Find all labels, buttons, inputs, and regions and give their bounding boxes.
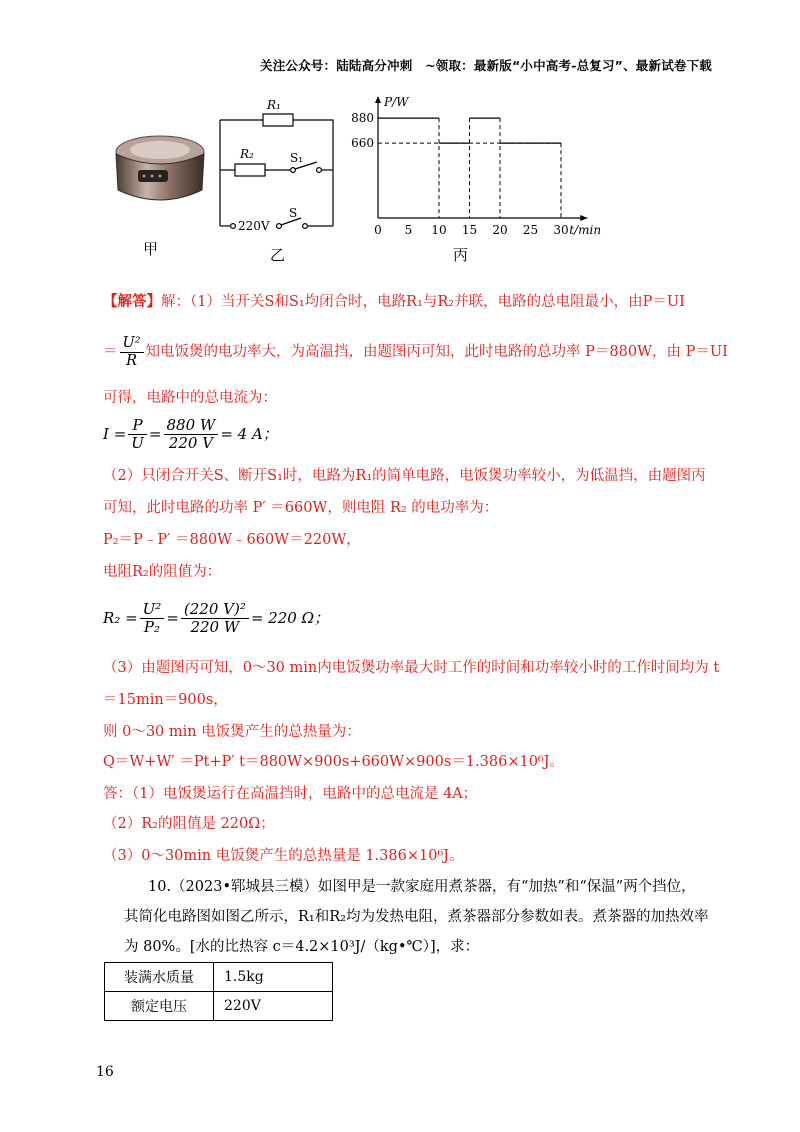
formula-result: = 4 A； [220,425,278,443]
solution-text-2: 知电饭煲的电功率大，为高温挡，由题图丙可知，此时电路的总功率 P＝880W，由 P＝UI [145,344,728,360]
solution-line-12: 则 0～30 min 电饭煲产生的总热量为： [103,724,361,740]
solution-line-2 [103,332,728,372]
x-tick-label: 5 [404,223,413,237]
equals-sign: = [148,425,162,443]
y-axis-arrow [375,96,381,103]
equals-sign: = [166,609,179,627]
fraction-denominator: R [126,352,137,369]
solution-line-10: （3）由题图丙可知，0～30 min内电饭煲功率最大时工作的时间和功率较小时的工作时间均为 t [103,660,720,676]
page-number: 16 [96,1064,114,1080]
solution-line-13: Q＝W+W′ ＝Pt+P′ t＝880W×900s+660W×900s＝1.386×10⁶J。 [103,754,565,770]
s1-label: S₁ [290,151,304,165]
parameter-table [104,962,333,1021]
answer-tag: 【解答】 [103,293,161,310]
table-cell-label: 额定电压 [105,992,214,1021]
table-cell-value: 220V [214,992,333,1021]
solution-line-5: （2）只闭合开关S、断开S₁时，电路为R₁的简单电路，电饭煲功率较小，为低温挡，由题图丙 [103,468,706,484]
solution-line-8: 电阻R₂的阻值为： [103,564,222,580]
x-axis-arrow [580,215,587,221]
x-axis-label: t/min [569,223,602,237]
fraction-numerator: P [128,417,147,435]
solution-line-1 [103,292,685,312]
r1-label: R₁ [267,98,281,112]
fraction-numerator: U² [140,601,165,619]
r2-label: R₂ [240,147,254,161]
fraction-p-over-u [128,417,147,452]
figure-jia-label: 甲 [143,240,159,258]
resistance-formula [103,596,329,640]
formula-lhs: R₂ = [103,609,138,627]
table-row [105,963,333,992]
fraction-denominator: U [131,433,144,452]
x-tick-label: 30 [553,223,569,237]
fraction-numerator: U² [120,335,144,353]
fraction-denominator: P₂ [143,617,161,636]
solution-text-1: 解：（1）当开关S和S₁均闭合时，电路R₁与R₂并联，电路的总电阻最小，由P＝UI [161,294,685,310]
current-formula [103,414,278,454]
equals-sign: ＝ [103,344,118,360]
fraction-u2-over-p2 [140,601,165,636]
y-tick-label: 880 [351,111,374,126]
fraction-880-over-220 [164,417,219,452]
x-tick-label: 0 [374,223,382,237]
rice-cooker-image [108,130,212,206]
question10-line-3: 为 80%。[水的比热容 c＝4.2×10³J/（kg•℃）]，求： [124,939,480,955]
solution-line-6: 可知，此时电路的功率 P′ ＝660W，则电阻 R₂ 的电功率为： [103,500,499,516]
solution-line-11: ＝15min＝900s， [103,692,228,708]
fraction-denominator: 220 V [168,433,214,452]
answer-line-1: 答：（1）电饭煲运行在高温挡时，电路中的总电流是 4A； [103,786,478,802]
question10-line-2: 其简化电路图如图乙所示，R₁和R₂均为发热电阻，煮茶器部分参数如表。煮茶器的加热效率 [124,909,709,925]
question10-line-1: 10.（2023•郓城县三模）如图甲是一款家庭用煮茶器，有“加热”和“保温”两个挡位， [148,879,696,895]
x-tick-label: 20 [492,223,508,237]
fraction-denominator: 220 W [190,617,240,636]
table-cell-value: 1.5kg [214,963,333,992]
solution-line-7: P₂＝P﹣P′ ＝880W﹣660W＝220W， [103,532,361,548]
formula-lhs: I = [103,425,127,443]
formula-result: = 220 Ω； [250,609,330,627]
x-tick-label: 15 [461,223,478,237]
fraction-u2-over-r [120,335,144,370]
table-cell-label: 装满水质量 [105,963,214,992]
y-tick-label: 660 [351,136,374,151]
table-row [105,992,333,1021]
y-axis-label: P/W [384,95,409,109]
fraction-2202-over-220 [181,601,249,636]
answer-line-3: （3）0～30min 电饭煲产生的总热量是 1.386×10⁶J。 [103,848,464,864]
solution-line-3: 可得，电路中的总电流为： [103,390,277,406]
page-header: 关注公众号：陆陆高分冲刺 ~领取：最新版“小中高考-总复习”、最新试卷下载 [260,58,712,73]
fraction-numerator: (220 V)² [181,601,249,619]
fraction-numerator: 880 W [164,417,219,435]
power-time-chart [340,88,610,248]
x-tick-label: 10 [431,223,447,237]
voltage-label: 220V [238,219,270,233]
figure-yi-label: 乙 [270,246,286,264]
answer-line-2: （2）R₂的阻值是 220Ω； [103,816,275,832]
figure-bing-label: 丙 [453,246,469,264]
x-tick-label: 25 [522,223,539,237]
circuit-diagram [205,90,345,235]
s-label: S [289,206,298,220]
